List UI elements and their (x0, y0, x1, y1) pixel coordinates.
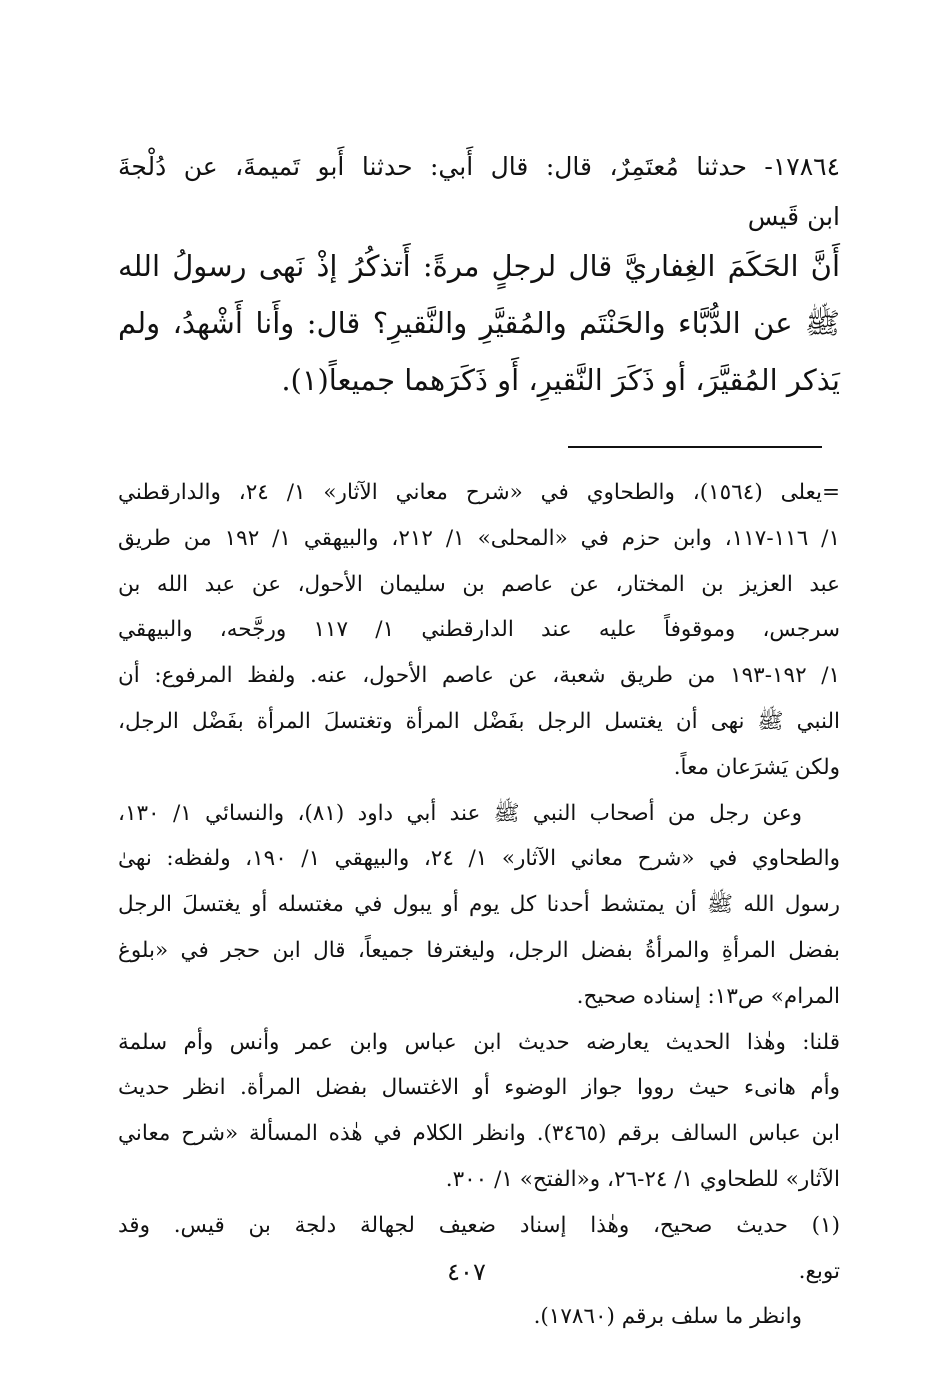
footnote-line: والطحاوي في «شرح معاني الآثار» ١/ ٢٤، والبيهقي ١/ ١٩٠، ولفظه: نهىٰ (118, 846, 841, 872)
footnote-line: ابن عباس السالف برقم (٣٤٦٥). وانظر الكلام في هٰذه المسألة «شرح معاني (118, 1121, 840, 1147)
footnote-line: رسول الله ﷺ أن يمتشط أحدنا كل يوم أو يبول في مغتسله أو يغتسلَ الرجل (118, 892, 840, 918)
footnote-line: =يعلى (١٥٦٤)، والطحاوي في «شرح معاني الآثار» ١/ ٢٤، والدارقطني (118, 480, 840, 505)
footnote-line: عبد العزيز بن المختار، عن عاصم بن سليمان الأحول، عن عبد الله بن (118, 571, 840, 597)
footnote-line: سرجس، وموقوفاً عليه عند الدارقطني ١/ ١١٧ ورجَّحه، والبيهقي (118, 617, 840, 643)
hadith-body-line: أَنَّ الحَكَمَ الغِفاريَّ قال لرجلٍ مرةً: أَتذكُرُ إذْ نَهى رسولُ الله (118, 249, 840, 283)
footnote-1-line: توبع. (798, 1258, 840, 1284)
footnote-line: ولكن يَشرَعان معاً. (673, 754, 840, 780)
hadith-body-line: ﷺ عن الدُّبَّاء والحَنْتَم والمُقيَّرِ والنَّقيرِ؟ قال: وأَنا أَشْهدُ، ولم (118, 306, 840, 340)
page-number: ٤٠٧ (447, 1258, 486, 1286)
hadith-body (118, 238, 840, 409)
footnotes-section (118, 470, 840, 1340)
footnote-1-line: (١) حديث صحيح، وهٰذا إسناد ضعيف لجهالة دلجة بن قيس. وقد (118, 1212, 840, 1238)
footnote-line: قلنا: وهٰذا الحديث يعارضه حديث ابن عباس وابن عمر وأنس وأم سلمة (118, 1029, 840, 1055)
footnote-1-line: وانظر ما سلف برقم (١٧٨٦٠). (533, 1304, 802, 1330)
footnote-line: وعن رجل من أصحاب النبي ﷺ عند أبي داود (٨١)، والنسائي ١/ ١٣٠، (118, 800, 803, 826)
footnote-line: النبي ﷺ نهى أن يغتسل الرجل بفَضْل المرأة وتغتسلَ المرأة بفَضْل الرجل، (118, 708, 840, 734)
footnote-line: بفضل المرأةِ والمرأةُ بفضل الرجل، وليغترفا جميعاً، قال ابن حجر في «بلوغ (118, 937, 840, 963)
footnote-line: الآثار» للطحاوي ١/ ٢٤-٢٦، و«الفتح» ١/ ٣٠٠. (445, 1166, 840, 1192)
footnote-line: وأم هانىء حيث رووا جواز الوضوء أو الاغتسال بفضل المرأة. انظر حديث (118, 1075, 840, 1101)
hadith-chain (118, 142, 840, 242)
footnote-line: ١/ ١٩٢-١٩٣ من طريق شعبة، عن عاصم الأحول، عنه. ولفظ المرفوع: أن (118, 663, 841, 689)
hadith-chain-line: ١٧٨٦٤- حدثنا مُعتَمِرٌ، قال: قال أَبي: حدثنا أَبو تَميمةَ، عن دُلْجةَ (118, 152, 840, 181)
hadith-body-line: يَذكر المُقيَّرَ، أو ذَكَرَ النَّقيرِ، أَو ذَكَرَهما جميعاً(١). (281, 363, 840, 397)
footnote-line: المرام» ص١٣: إسناده صحيح. (576, 983, 840, 1009)
hadith-chain-line: ابن قَيس (747, 202, 840, 231)
footnote-separator (568, 446, 822, 448)
footnote-line: ١/ ١١٦-١١٧، وابن حزم في «المحلى» ١/ ٢١٢، والبيهقي ١/ ١٩٢ من طريق (118, 525, 840, 551)
